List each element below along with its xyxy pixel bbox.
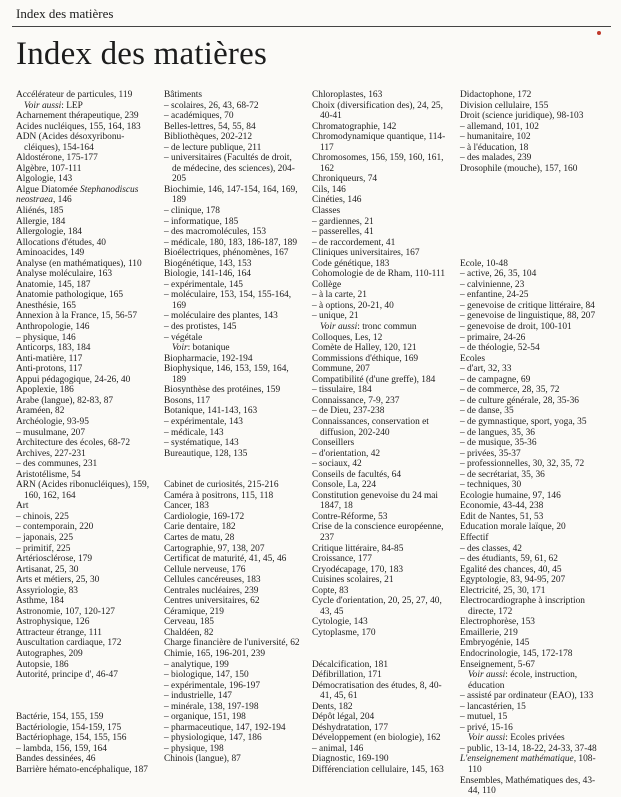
index-entry: Biochimie, 146, 147-154, 164, 169, 189 <box>164 184 298 206</box>
index-entry: – d'orientation, 42 <box>312 448 381 459</box>
index-entry: Démocratisation des études, 8, 40-41, 45, 61 <box>312 680 442 702</box>
index-entry: – genevoise de critique littéraire, 84 <box>460 300 595 311</box>
index-entry: Biologie, 141-146, 164 <box>164 269 251 280</box>
index-entry: Autographes, 209 <box>16 648 83 659</box>
header-marker-dot <box>597 31 601 35</box>
index-entry: – de secrétariat, 35, 36 <box>460 469 545 480</box>
index-entry: – primitif, 225 <box>16 543 71 554</box>
section-gap <box>16 681 152 692</box>
index-entry: Ecologie humaine, 97, 146 <box>460 490 561 501</box>
index-entry: – scolaires, 26, 43, 68-72 <box>164 100 259 111</box>
index-entry: – des malades, 239 <box>460 153 532 164</box>
index-entry: Anthropologie, 146 <box>16 322 90 333</box>
index-entry <box>16 195 152 206</box>
index-entry: Aliénés, 185 <box>16 206 64 217</box>
index-entry: Division cellulaire, 155 <box>460 100 549 111</box>
index-entry: – industrielle, 147 <box>164 691 232 702</box>
index-entry: – chinois, 225 <box>16 511 69 522</box>
index-entry: Barrière hémato-encéphalique, 187 <box>16 765 148 775</box>
index-entry: – des protistes, 145 <box>164 322 237 333</box>
index-entry: Artériosclérose, 179 <box>16 554 93 565</box>
index-entry: Défibrillation, 171 <box>312 670 382 681</box>
index-entry: Conseillers <box>312 438 355 449</box>
index-entry: Cohomologie de de Rham, 110-111 <box>312 269 446 280</box>
index-entry: Charge financière de l'université, 62 <box>164 638 300 649</box>
index-entry: Appui pédagogique, 24-26, 40 <box>16 374 131 385</box>
index-entry: Chloroplastes, 163 <box>312 90 383 100</box>
index-entry: – humanitaire, 102 <box>460 132 531 143</box>
index-entry: – assisté par ordinateur (EAO), 133 <box>460 691 594 702</box>
index-entry: – des macromolécules, 153 <box>164 227 267 238</box>
index-entry: Bureautique, 128, 135 <box>164 448 248 459</box>
index-entry: Compatibilité (d'une greffe), 184 <box>312 374 436 385</box>
index-entry: Cartes de matu, 28 <box>164 532 235 543</box>
index-entry: Aldostérone, 175-177 <box>16 153 98 164</box>
index-entry: – clinique, 178 <box>164 206 220 217</box>
index-entry: Effectif <box>460 532 489 543</box>
index-entry: – de lecture publique, 211 <box>164 142 262 153</box>
index-entry: Dents, 182 <box>312 701 353 712</box>
index-entry: – professionnelles, 30, 32, 35, 72 <box>460 459 585 470</box>
index-entry: Archives, 227-231 <box>16 448 86 459</box>
index-entry-text: : Ecoles privées <box>505 733 565 744</box>
section-gap <box>16 691 152 702</box>
index-entry: – japonais, 225 <box>16 532 74 543</box>
index-entry: Dépôt légal, 204 <box>312 712 375 723</box>
index-entry: – médicale, 180, 183, 186-187, 189 <box>164 237 298 248</box>
header-rule <box>12 26 611 27</box>
index-entry: Analyse moléculaire, 163 <box>16 269 113 280</box>
index-entry-italic: neostraea <box>16 195 53 206</box>
section-gap <box>460 195 600 206</box>
index-entry-italic: Voir aussi <box>468 733 506 744</box>
index-column-4 <box>460 90 600 797</box>
index-entry: – de théologie, 52-54 <box>460 343 540 354</box>
index-entry: Cytoplasme, 170 <box>312 627 376 638</box>
index-entry: Astronomie, 107, 120-127 <box>16 606 115 617</box>
index-entry: Conseils de facultés, 64 <box>312 469 402 480</box>
index-entry: Décalcification, 181 <box>312 659 389 670</box>
index-entry: Bactériophage, 154, 155, 156 <box>16 733 127 744</box>
index-entry-italic: Voir <box>172 343 188 354</box>
index-entry: Diagnostic, 169-190 <box>312 754 389 765</box>
index-entry: Annexion à la France, 15, 56-57 <box>16 311 138 322</box>
index-entry: Bibliothèques, 202-212 <box>164 132 253 143</box>
index-entry: – de raccordement, 41 <box>312 237 396 248</box>
index-entry: Analyse (en mathématiques), 110 <box>16 258 142 269</box>
index-entry-italic: Voir aussi <box>320 322 358 333</box>
index-entry: – médicale, 143 <box>164 427 224 438</box>
index-entry: Embryogénie, 145 <box>460 638 530 649</box>
index-entry: Architecture des écoles, 68-72 <box>16 438 131 449</box>
index-entry: Copte, 83 <box>312 585 349 596</box>
index-entry: – des communes, 231 <box>16 459 98 470</box>
index-entry <box>312 322 448 333</box>
index-entry: Electrocardiographe à inscription directe, 172 <box>460 596 585 617</box>
index-entry: Centres universitaires, 62 <box>164 596 260 607</box>
index-entry: – mutuel, 15 <box>460 712 508 723</box>
index-entry: – passerelles, 41 <box>312 227 374 238</box>
running-header: Index des matières <box>16 6 114 21</box>
index-entry: Constitution genevoise du 24 mai 1847, 18 <box>312 490 439 512</box>
index-entry: Edit de Nantes, 51, 53 <box>460 511 544 522</box>
index-entry: Astrophysique, 126 <box>16 617 90 628</box>
index-entry: Aristotélisme, 54 <box>16 469 81 480</box>
index-entry: – de Dieu, 237-238 <box>312 406 385 417</box>
index-entry: Endocrinologie, 145, 172-178 <box>460 648 573 659</box>
index-entry: – informatique, 185 <box>164 216 239 227</box>
index-entry: Economie, 43-44, 238 <box>460 501 544 512</box>
index-entry: Croissance, 177 <box>312 554 372 565</box>
index-entry: Aminoacides, 149 <box>16 248 85 259</box>
index-column-3 <box>312 90 448 776</box>
index-entry: Carie dentaire, 182 <box>164 522 236 533</box>
index-entry: Assyriologie, 83 <box>16 585 78 596</box>
index-entry: – active, 26, 35, 104 <box>460 269 537 280</box>
index-entry: Auscultation cardiaque, 172 <box>16 638 122 649</box>
index-entry <box>16 101 152 112</box>
index-entry: Belles-lettres, 54, 55, 84 <box>164 121 256 132</box>
index-column-2 <box>164 90 300 765</box>
index-entry: Anticorps, 183, 184 <box>16 343 91 354</box>
index-entry: – privé, 15-16 <box>460 722 513 733</box>
index-entry: – à l'éducation, 18 <box>460 142 529 153</box>
index-entry: – à options, 20-21, 40 <box>312 300 394 311</box>
index-entry: Egalité des chances, 40, 45 <box>460 564 562 575</box>
section-gap <box>164 459 300 470</box>
index-entry-text: : LEP <box>61 100 83 111</box>
index-entry: – genevoise de droit, 100-101 <box>460 322 572 333</box>
index-entry: – moléculaire des plantes, 143 <box>164 311 278 322</box>
index-entry: – végétale <box>164 332 203 343</box>
index-column-1 <box>16 90 152 776</box>
index-entry: – calvinienne, 23 <box>460 279 525 290</box>
index-entry-text: : école, instruction, éducation <box>468 670 578 691</box>
index-entry: Contre-Réforme, 53 <box>312 511 388 522</box>
index-entry: Chroniqueurs, 74 <box>312 174 378 185</box>
section-gap <box>312 649 448 660</box>
index-entry: Console, La, 224 <box>312 480 377 491</box>
index-entry: – tissulaire, 184 <box>312 385 372 396</box>
index-entry: Cabinet de curiosités, 215-216 <box>164 480 279 491</box>
page-title: Index des matières <box>16 36 268 72</box>
index-entry: – moléculaire, 153, 154, 155-164, 169 <box>164 290 292 311</box>
index-entry-text: , 108-110 <box>468 754 596 775</box>
index-entry: Bosons, 117 <box>164 395 211 406</box>
index-entry-text: Algue Diatomée <box>16 184 81 195</box>
index-entry: Cellules cancéreuses, 183 <box>164 575 261 586</box>
index-entry: – allemand, 101, 102 <box>460 121 539 132</box>
index-entry: Araméen, 82 <box>16 406 65 417</box>
index-entry: Didactophone, 172 <box>460 90 532 100</box>
index-entry: Collège <box>312 279 342 290</box>
index-entry: – contemporain, 220 <box>16 522 94 533</box>
index-entry: – expérimentale, 143 <box>164 416 243 427</box>
index-entry-italic: Voir aussi <box>24 100 62 111</box>
index-entry: Cancer, 183 <box>164 501 209 512</box>
index-entry: – lancastérien, 15 <box>460 701 526 712</box>
index-entry <box>460 670 600 691</box>
index-entry: Chinois (langue), 87 <box>164 754 241 765</box>
index-entry: Cerveau, 185 <box>164 617 214 628</box>
index-entry: Artisanat, 25, 30 <box>16 564 79 575</box>
index-entry: ARN (Acides ribonucléiques), 159, 160, 162, 164 <box>16 480 150 501</box>
index-entry: Chromosomes, 156, 159, 160, 161, 162 <box>312 153 444 174</box>
index-entry: Cliniques universitaires, 167 <box>312 248 420 259</box>
section-gap <box>460 217 600 228</box>
index-entry: Crise de la conscience européenne, 237 <box>312 522 444 543</box>
index-entry: Autopsie, 186 <box>16 659 69 670</box>
index-entry: Bactériologie, 154-159, 175 <box>16 722 122 733</box>
index-entry: – expérimentale, 145 <box>164 279 243 290</box>
index-entry: Allocations d'études, 40 <box>16 237 106 248</box>
index-entry: Certificat de maturité, 41, 45, 46 <box>164 554 287 565</box>
index-entry: Allergie, 184 <box>16 216 66 227</box>
index-entry: – systématique, 143 <box>164 438 239 449</box>
index-entry: – physique, 198 <box>164 743 224 754</box>
index-entry: – privées, 35-37 <box>460 448 521 459</box>
index-entry: Biosynthèse des protéines, 159 <box>164 385 281 396</box>
index-entry: Chimie, 165, 196-201, 239 <box>164 648 266 659</box>
index-entry-italic: Voir aussi <box>468 670 506 681</box>
index-entry: – d'art, 32, 33 <box>460 364 512 375</box>
index-entry: Biophysique, 146, 153, 159, 164, 189 <box>164 364 289 385</box>
index-entry: Electricité, 25, 30, 171 <box>460 585 546 596</box>
index-entry: Algèbre, 107-111 <box>16 163 82 174</box>
index-entry: Bactérie, 154, 155, 159 <box>16 712 104 723</box>
index-entry: Botanique, 141-143, 163 <box>164 406 258 417</box>
index-entry: Asthme, 184 <box>16 596 64 607</box>
index-entry: Bâtiments <box>164 90 203 100</box>
index-entry: – sociaux, 42 <box>312 459 362 470</box>
index-entry: Biopharmacie, 192-194 <box>164 353 253 364</box>
index-entry: – animal, 146 <box>312 743 364 754</box>
index-entry: ADN (Acides désoxyribonu-cléiques), 154-164 <box>16 132 125 153</box>
index-entry: Connaissances, conservation et diffusion, 202-240 <box>312 416 429 438</box>
index-entry <box>164 343 300 354</box>
index-entry: Comète de Halley, 120, 121 <box>312 343 417 354</box>
index-entry <box>460 754 600 775</box>
index-entry: – académiques, 70 <box>164 111 234 122</box>
index-entry: Cinéties, 146 <box>312 195 362 206</box>
index-entry: Commissions d'éthique, 169 <box>312 353 419 364</box>
index-entry: – de danse, 35 <box>460 406 514 417</box>
index-entry: – enfantine, 24-25 <box>460 290 529 301</box>
index-entry: Chaldéen, 82 <box>164 627 214 638</box>
index-entry: Ensembles, Mathématiques des, 43-44, 110 <box>460 775 596 797</box>
index-entry: Electrophorèse, 153 <box>460 617 535 628</box>
index-entry: Allergologie, 184 <box>16 227 82 238</box>
index-entry: Cuisines scolaires, 21 <box>312 575 394 586</box>
index-entry: – de gymnastique, sport, yoga, 35 <box>460 416 587 427</box>
index-entry: – unique, 21 <box>312 311 359 322</box>
index-entry: Enseignement, 5-67 <box>460 659 535 670</box>
index-entry: Bioélectriques, phénomènes, 167 <box>164 248 289 259</box>
index-entry-text: : tronc commun <box>357 322 417 333</box>
index-entry: Ecole, 10-48 <box>460 258 508 269</box>
index-entry: Code génétique, 183 <box>312 258 390 269</box>
index-entry: Choix (diversification des), 24, 25, 40-41 <box>312 100 443 122</box>
section-gap <box>16 702 152 713</box>
index-entry: – universitaires (Facultés de droit, de médecine, des sciences), 204-205 <box>164 153 295 185</box>
index-entry: – de culture générale, 28, 35-36 <box>460 395 579 406</box>
index-entry: – techniques, 30 <box>460 480 522 491</box>
index-entry: Arts et métiers, 25, 30 <box>16 575 100 586</box>
index-entry: Cellule nerveuse, 176 <box>164 564 246 575</box>
index-entry: – de musique, 35-36 <box>460 438 537 449</box>
section-gap <box>460 185 600 196</box>
index-entry: – organique, 151, 198 <box>164 712 246 723</box>
index-entry: Emaillerie, 219 <box>460 627 518 638</box>
index-entry: Cardiologie, 169-172 <box>164 511 245 522</box>
index-entry: Accélérateur de particules, 119 <box>16 90 133 100</box>
index-entry: – physique, 146 <box>16 332 76 343</box>
index-entry: – de campagne, 69 <box>460 374 531 385</box>
index-entry: Education morale laïque, 20 <box>460 522 566 533</box>
index-entry-italic: L'enseignement mathématique <box>460 754 574 765</box>
index-entry: Différenciation cellulaire, 145, 163 <box>312 765 444 775</box>
index-entry: Cils, 146 <box>312 184 346 195</box>
index-entry: – musulmane, 207 <box>16 427 86 438</box>
section-gap <box>164 470 300 481</box>
index-entry: Connaissance, 7-9, 237 <box>312 395 400 406</box>
index-entry: Acides nucléiques, 155, 164, 183 <box>16 121 141 132</box>
index-entry: Anti-matière, 117 <box>16 353 83 364</box>
section-gap <box>460 227 600 238</box>
index-entry: – analytique, 199 <box>164 659 229 670</box>
index-entry: – des étudiants, 59, 61, 62 <box>460 554 558 565</box>
index-entry: Archéologie, 93-95 <box>16 416 89 427</box>
index-entry: Egyptologie, 83, 94-95, 207 <box>460 575 566 586</box>
index-entry <box>16 185 152 196</box>
index-entry: Développement (en biologie), 162 <box>312 733 441 744</box>
index-entry: – primaire, 24-26 <box>460 332 526 343</box>
index-entry: Drosophile (mouche), 157, 160 <box>460 163 578 174</box>
index-entry: Anti-protons, 117 <box>16 364 83 375</box>
index-entry-italic: Stephanodiscus <box>80 184 139 195</box>
index-entry: – biologique, 147, 150 <box>164 670 249 681</box>
index-entry: Algologie, 143 <box>16 174 73 185</box>
index-entry: Centrales nucléaires, 239 <box>164 585 259 596</box>
index-entry: Cycle d'orientation, 20, 25, 27, 40, 43, 45 <box>312 596 442 617</box>
index-entry <box>460 733 600 744</box>
index-entry: Apoplexie, 186 <box>16 385 74 396</box>
index-entry: Chromatographie, 142 <box>312 121 397 132</box>
index-entry: – physiologique, 147, 186 <box>164 733 262 744</box>
index-entry: Chromodynamique quantique, 114-117 <box>312 132 446 153</box>
index-entry: Céramique, 219 <box>164 606 224 617</box>
index-entry: – à la carte, 21 <box>312 290 367 301</box>
index-entry: Déshydratation, 177 <box>312 722 389 733</box>
index-entry: Anatomie, 145, 187 <box>16 279 91 290</box>
index-entry: Cytologie, 143 <box>312 617 368 628</box>
index-entry-text: : botanique <box>187 343 230 354</box>
index-entry: Autorité, principe d', 46-47 <box>16 670 118 681</box>
section-gap <box>460 238 600 249</box>
index-entry: – minérale, 138, 197-198 <box>164 701 259 712</box>
index-entry: – de commerce, 28, 35, 72 <box>460 385 560 396</box>
section-gap <box>312 638 448 649</box>
index-entry: Cryodécapage, 170, 183 <box>312 564 404 575</box>
index-entry: – genevoise de linguistique, 88, 207 <box>460 311 596 322</box>
index-entry: Anatomie pathologique, 165 <box>16 290 124 301</box>
section-gap <box>460 206 600 217</box>
index-entry: Art <box>16 501 29 512</box>
index-entry: Droit (science juridique), 98-103 <box>460 111 584 122</box>
index-entry: Caméra à positrons, 115, 118 <box>164 490 274 501</box>
index-entry: Attracteur étrange, 111 <box>16 627 102 638</box>
index-entry: – gardiennes, 21 <box>312 216 374 227</box>
index-entry: – expérimentale, 196-197 <box>164 680 261 691</box>
index-entry: Classes <box>312 206 341 217</box>
index-entry: Acharnement thérapeutique, 239 <box>16 111 139 122</box>
index-entry: Colloques, Les, 12 <box>312 332 383 343</box>
index-entry: Commune, 207 <box>312 364 370 375</box>
section-gap <box>460 248 600 259</box>
index-entry: – public, 13-14, 18-22, 24-33, 37-48 <box>460 743 597 754</box>
index-entry: – pharmaceutique, 147, 192-194 <box>164 722 286 733</box>
index-entry: Bandes dessinées, 46 <box>16 754 96 765</box>
index-entry: Ecoles <box>460 353 485 364</box>
index-entry: – de langues, 35, 36 <box>460 427 535 438</box>
index-entry: Critique littéraire, 84-85 <box>312 543 404 554</box>
index-entry: Anesthésie, 165 <box>16 300 76 311</box>
index-entry: – des classes, 42 <box>460 543 522 554</box>
index-entry: Arabe (langue), 82-83, 87 <box>16 395 114 406</box>
index-entry: Cartographie, 97, 138, 207 <box>164 543 265 554</box>
index-entry-text: , 146 <box>52 195 72 206</box>
index-entry: Biogénétique, 143, 153 <box>164 258 252 269</box>
section-gap <box>460 174 600 185</box>
index-entry: – lambda, 156, 159, 164 <box>16 743 107 754</box>
